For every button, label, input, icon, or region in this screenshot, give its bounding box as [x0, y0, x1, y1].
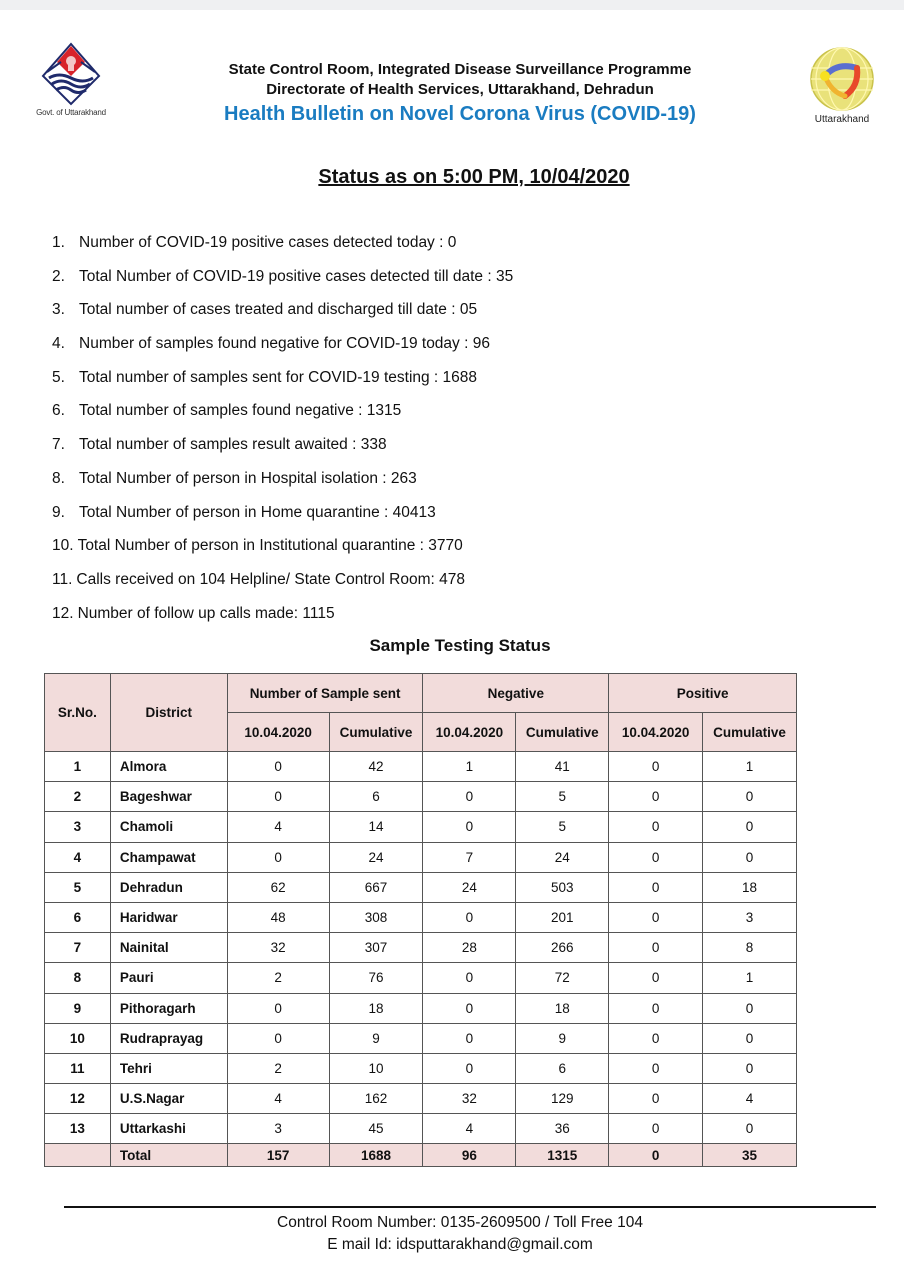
district-cell: Bageshwar: [110, 782, 227, 812]
positive-cumulative-cell: 3: [703, 902, 797, 932]
negative-today-cell: 0: [423, 782, 516, 812]
bulletin-title: Health Bulletin on Novel Corona Virus (COVID-19): [224, 103, 696, 125]
total-negative-today-cell: 96: [423, 1144, 516, 1167]
left-logo-caption: Govt. of Uttarakhand: [36, 108, 106, 117]
positive-today-cell: 0: [609, 1084, 703, 1114]
email-id: E mail Id: idsputtarakhand@gmail.com: [327, 1236, 593, 1253]
sent-cumulative-cell: 667: [329, 872, 423, 902]
summary-item: 12. Number of follow up calls made: 1115: [52, 604, 335, 622]
header-line-1: State Control Room, Integrated Disease Surveillance Programme: [228, 61, 692, 78]
sent-today-cell: 4: [227, 1084, 329, 1114]
negative-cumulative-cell: 5: [516, 812, 609, 842]
negative-today-cell: 0: [423, 1023, 516, 1053]
col-header-negative-today: 10.04.2020: [423, 713, 516, 752]
table-row: [45, 1023, 797, 1053]
district-cell: Almora: [110, 752, 227, 782]
control-room-number: Control Room Number: 0135-2609500 / Toll Free 104: [277, 1214, 643, 1231]
col-header-district: District: [110, 674, 227, 752]
sent-cumulative-cell: 24: [329, 842, 423, 872]
positive-today-cell: 0: [609, 993, 703, 1023]
right-logo-caption: Uttarakhand: [814, 114, 870, 125]
idsp-logo: [802, 46, 882, 125]
table-row: [45, 782, 797, 812]
sample-testing-table: [44, 673, 797, 1167]
total-label: Total: [110, 1144, 227, 1167]
table-row: [45, 933, 797, 963]
positive-today-cell: 0: [609, 933, 703, 963]
negative-today-cell: 32: [423, 1084, 516, 1114]
state-emblem-icon: [41, 42, 101, 106]
sent-cumulative-cell: 18: [329, 993, 423, 1023]
sr-no-cell: 5: [45, 872, 111, 902]
col-header-sent-cumulative: Cumulative: [329, 713, 423, 752]
positive-cumulative-cell: 0: [703, 842, 797, 872]
sent-cumulative-cell: 6: [329, 782, 423, 812]
summary-list: [52, 226, 513, 630]
sr-no-cell: 2: [45, 782, 111, 812]
col-header-sent-today: 10.04.2020: [227, 713, 329, 752]
table-row: [45, 1053, 797, 1083]
table-row: [45, 993, 797, 1023]
sr-no-cell: 9: [45, 993, 111, 1023]
summary-item: 4. Number of samples found negative for COVID-19 today : 96: [52, 335, 490, 353]
table-row: [45, 1084, 797, 1114]
sent-today-cell: 0: [227, 842, 329, 872]
table-row: [45, 1114, 797, 1144]
negative-today-cell: 7: [423, 842, 516, 872]
table-row: [45, 842, 797, 872]
bulletin-header: [150, 60, 770, 127]
district-cell: Uttarkashi: [110, 1114, 227, 1144]
negative-cumulative-cell: 5: [516, 782, 609, 812]
summary-item: 9. Total Number of person in Home quarantine : 40413: [52, 503, 436, 521]
positive-today-cell: 0: [609, 963, 703, 993]
header-line-2: Directorate of Health Services, Uttarakhand, Dehradun: [266, 81, 654, 98]
district-cell: Champawat: [110, 842, 227, 872]
summary-item: 5. Total number of samples sent for COVID-19 testing : 1688: [52, 368, 478, 386]
top-bar: [0, 0, 904, 10]
sr-no-cell: 1: [45, 752, 111, 782]
positive-today-cell: 0: [609, 752, 703, 782]
negative-today-cell: 0: [423, 812, 516, 842]
district-cell: Tehri: [110, 1053, 227, 1083]
sent-today-cell: 0: [227, 1023, 329, 1053]
sr-no-cell: 4: [45, 842, 111, 872]
col-header-positive-cumulative: Cumulative: [703, 713, 797, 752]
sent-cumulative-cell: 308: [329, 902, 423, 932]
negative-today-cell: 0: [423, 1053, 516, 1083]
total-sent-cumulative-cell: 1688: [329, 1144, 423, 1167]
summary-item: 10. Total Number of person in Institutional quarantine : 3770: [52, 537, 463, 555]
sr-no-cell: 8: [45, 963, 111, 993]
positive-cumulative-cell: 0: [703, 812, 797, 842]
positive-today-cell: 0: [609, 1023, 703, 1053]
negative-cumulative-cell: 9: [516, 1023, 609, 1053]
negative-cumulative-cell: 41: [516, 752, 609, 782]
negative-today-cell: 28: [423, 933, 516, 963]
positive-cumulative-cell: 4: [703, 1084, 797, 1114]
sr-no-cell: 11: [45, 1053, 111, 1083]
positive-today-cell: 0: [609, 812, 703, 842]
positive-today-cell: 0: [609, 842, 703, 872]
sent-cumulative-cell: 307: [329, 933, 423, 963]
sent-today-cell: 2: [227, 963, 329, 993]
sent-today-cell: 48: [227, 902, 329, 932]
negative-today-cell: 0: [423, 993, 516, 1023]
sent-today-cell: 0: [227, 993, 329, 1023]
district-cell: Dehradun: [110, 872, 227, 902]
positive-cumulative-cell: 0: [703, 782, 797, 812]
negative-cumulative-cell: 266: [516, 933, 609, 963]
negative-cumulative-cell: 129: [516, 1084, 609, 1114]
summary-item: 11. Calls received on 104 Helpline/ State Control Room: 478: [52, 570, 465, 588]
summary-item: 6. Total number of samples found negative : 1315: [52, 402, 402, 420]
summary-item: 1. Number of COVID-19 positive cases detected today : 0: [52, 234, 457, 251]
table-row: [45, 752, 797, 782]
total-row: [45, 1144, 797, 1167]
positive-cumulative-cell: 0: [703, 1023, 797, 1053]
sent-today-cell: 3: [227, 1114, 329, 1144]
col-header-sr-no: Sr.No.: [45, 674, 111, 752]
sr-no-cell: 13: [45, 1114, 111, 1144]
negative-cumulative-cell: 18: [516, 993, 609, 1023]
sent-today-cell: 2: [227, 1053, 329, 1083]
negative-cumulative-cell: 72: [516, 963, 609, 993]
positive-cumulative-cell: 1: [703, 963, 797, 993]
district-cell: Rudraprayag: [110, 1023, 227, 1053]
negative-cumulative-cell: 36: [516, 1114, 609, 1144]
sent-cumulative-cell: 162: [329, 1084, 423, 1114]
summary-item: 7. Total number of samples result awaited : 338: [52, 436, 387, 454]
govt-uttarakhand-logo: [30, 42, 112, 117]
positive-cumulative-cell: 0: [703, 1053, 797, 1083]
total-positive-today-cell: 0: [609, 1144, 703, 1167]
footer: [0, 1212, 904, 1256]
sent-today-cell: 4: [227, 812, 329, 842]
negative-today-cell: 1: [423, 752, 516, 782]
total-blank-cell: [45, 1144, 111, 1167]
district-cell: U.S.Nagar: [110, 1084, 227, 1114]
col-header-negative-cumulative: Cumulative: [516, 713, 609, 752]
negative-cumulative-cell: 503: [516, 872, 609, 902]
total-negative-cumulative-cell: 1315: [516, 1144, 609, 1167]
summary-item: 8. Total Number of person in Hospital isolation : 263: [52, 469, 417, 487]
positive-today-cell: 0: [609, 1053, 703, 1083]
col-group-samples-sent: Number of Sample sent: [227, 674, 423, 713]
negative-today-cell: 24: [423, 872, 516, 902]
total-positive-cumulative-cell: 35: [703, 1144, 797, 1167]
district-cell: Pithoragarh: [110, 993, 227, 1023]
sent-cumulative-cell: 45: [329, 1114, 423, 1144]
positive-cumulative-cell: 8: [703, 933, 797, 963]
status-line: Status as on 5:00 PM, 10/04/2020: [318, 166, 630, 188]
table-title: Sample Testing Status: [369, 636, 551, 655]
positive-today-cell: 0: [609, 872, 703, 902]
negative-today-cell: 4: [423, 1114, 516, 1144]
col-header-positive-today: 10.04.2020: [609, 713, 703, 752]
sent-today-cell: 0: [227, 782, 329, 812]
col-group-positive: Positive: [609, 674, 797, 713]
sent-cumulative-cell: 76: [329, 963, 423, 993]
positive-cumulative-cell: 18: [703, 872, 797, 902]
globe-logo-icon: [809, 46, 875, 112]
positive-cumulative-cell: 0: [703, 993, 797, 1023]
district-cell: Nainital: [110, 933, 227, 963]
sr-no-cell: 10: [45, 1023, 111, 1053]
positive-today-cell: 0: [609, 902, 703, 932]
col-group-negative: Negative: [423, 674, 609, 713]
negative-today-cell: 0: [423, 963, 516, 993]
sent-cumulative-cell: 14: [329, 812, 423, 842]
table-row: [45, 963, 797, 993]
negative-cumulative-cell: 201: [516, 902, 609, 932]
summary-item: 3. Total number of cases treated and discharged till date : 05: [52, 301, 478, 319]
sr-no-cell: 12: [45, 1084, 111, 1114]
negative-cumulative-cell: 24: [516, 842, 609, 872]
sent-today-cell: 32: [227, 933, 329, 963]
sr-no-cell: 6: [45, 902, 111, 932]
sent-cumulative-cell: 9: [329, 1023, 423, 1053]
table-row: [45, 872, 797, 902]
negative-cumulative-cell: 6: [516, 1053, 609, 1083]
positive-cumulative-cell: 1: [703, 752, 797, 782]
sent-today-cell: 62: [227, 872, 329, 902]
negative-today-cell: 0: [423, 902, 516, 932]
sr-no-cell: 7: [45, 933, 111, 963]
sent-cumulative-cell: 42: [329, 752, 423, 782]
positive-today-cell: 0: [609, 1114, 703, 1144]
district-cell: Pauri: [110, 963, 227, 993]
district-cell: Haridwar: [110, 902, 227, 932]
table-row: [45, 902, 797, 932]
table-row: [45, 812, 797, 842]
total-sent-today-cell: 157: [227, 1144, 329, 1167]
sr-no-cell: 3: [45, 812, 111, 842]
summary-item: 2. Total Number of COVID-19 positive cases detected till date : 35: [52, 267, 514, 285]
sent-today-cell: 0: [227, 752, 329, 782]
sent-cumulative-cell: 10: [329, 1053, 423, 1083]
footer-divider: [64, 1206, 876, 1208]
positive-cumulative-cell: 0: [703, 1114, 797, 1144]
positive-today-cell: 0: [609, 782, 703, 812]
district-cell: Chamoli: [110, 812, 227, 842]
